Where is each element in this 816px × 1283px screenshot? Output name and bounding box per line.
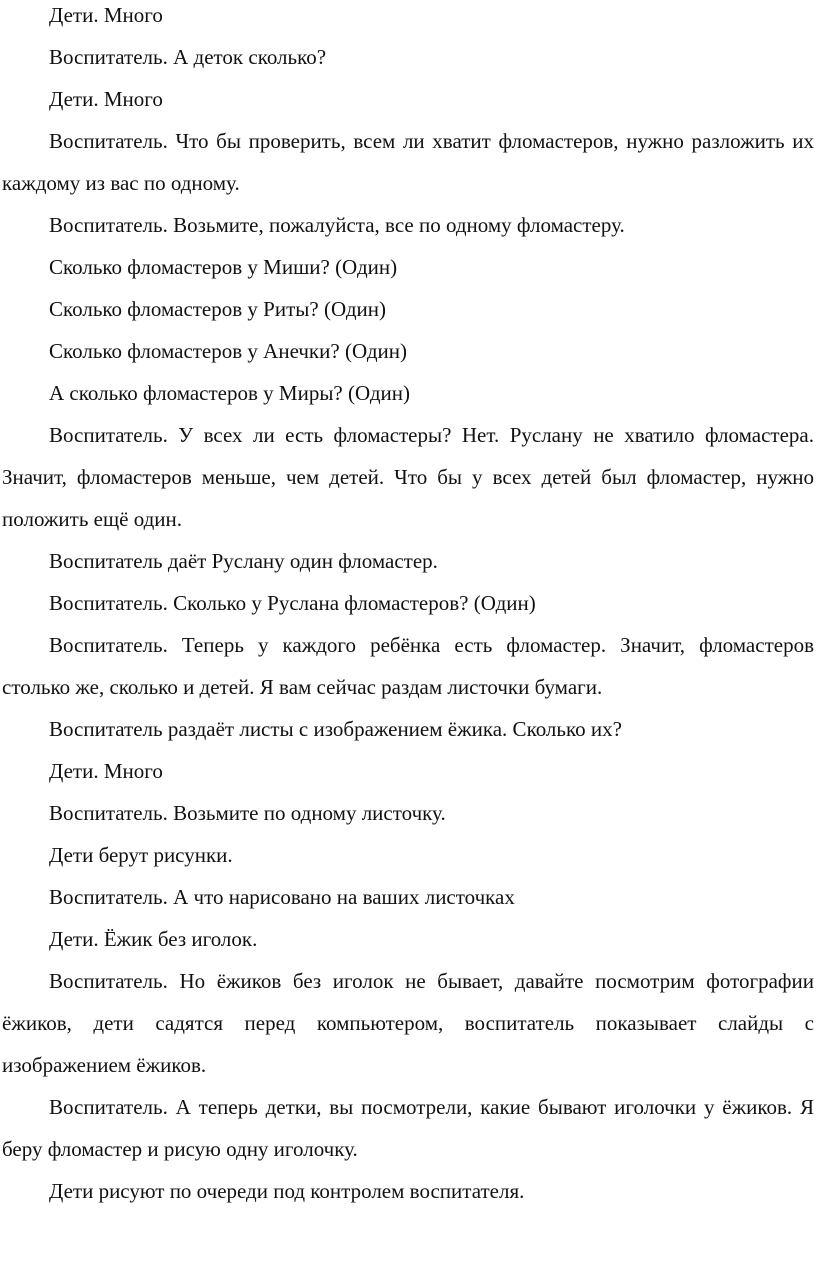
paragraph: Дети. Ёжик без иголок. [49, 927, 258, 951]
paragraph: Воспитатель. А теперь детки, вы посмотрели, какие бывают иголочки у ёжиков. Я беру фломастер и рисую одну иголочку. [2, 1095, 814, 1161]
paragraph: Воспитатель. А что нарисовано на ваших листочках [49, 885, 515, 909]
paragraph: Дети. Много [49, 87, 163, 111]
paragraph: Воспитатель. Теперь у каждого ребёнка есть фломастер. Значит, фломастеров столько же, сколько и детей. Я вам сейчас раздам листочки бумаги. [2, 633, 814, 699]
paragraph: Сколько фломастеров у Анечки? (Один) [49, 339, 407, 363]
paragraph: Сколько фломастеров у Миши? (Один) [49, 255, 398, 279]
paragraph: Воспитатель. Сколько у Руслана фломастеров? (Один) [49, 591, 536, 615]
paragraph: Воспитатель даёт Руслану один фломастер. [49, 549, 438, 573]
paragraph: Воспитатель. Что бы проверить, всем ли хватит фломастеров, нужно разложить их каждому из вас по одному. [2, 129, 814, 195]
paragraph: Воспитатель. Возьмите по одному листочку. [49, 801, 446, 825]
paragraph: Воспитатель. А деток сколько? [49, 45, 327, 69]
paragraph: Дети рисуют по очереди под контролем воспитателя. [49, 1179, 525, 1203]
paragraph: Воспитатель. Возьмите, пожалуйста, все по одному фломастеру. [49, 213, 625, 237]
paragraph: Воспитатель. Но ёжиков без иголок не бывает, давайте посмотрим фотографии ёжиков, дети садятся перед компьютером, воспитатель показывает слайды с изображением ёжиков. [2, 969, 814, 1077]
paragraph: Дети. Много [49, 3, 163, 27]
paragraph: Сколько фломастеров у Риты? (Один) [49, 297, 386, 321]
paragraph: Воспитатель раздаёт листы с изображением ёжика. Сколько их? [49, 717, 622, 741]
paragraph: А сколько фломастеров у Миры? (Один) [49, 381, 411, 405]
paragraph: Дети. Много [49, 759, 163, 783]
paragraph: Воспитатель. У всех ли есть фломастеры? Нет. Руслану не хватило фломастера. Значит, фломастеров меньше, чем детей. Что бы у всех детей был фломастер, нужно положить ещё один. [2, 423, 814, 531]
paragraph: Дети берут рисунки. [49, 843, 233, 867]
